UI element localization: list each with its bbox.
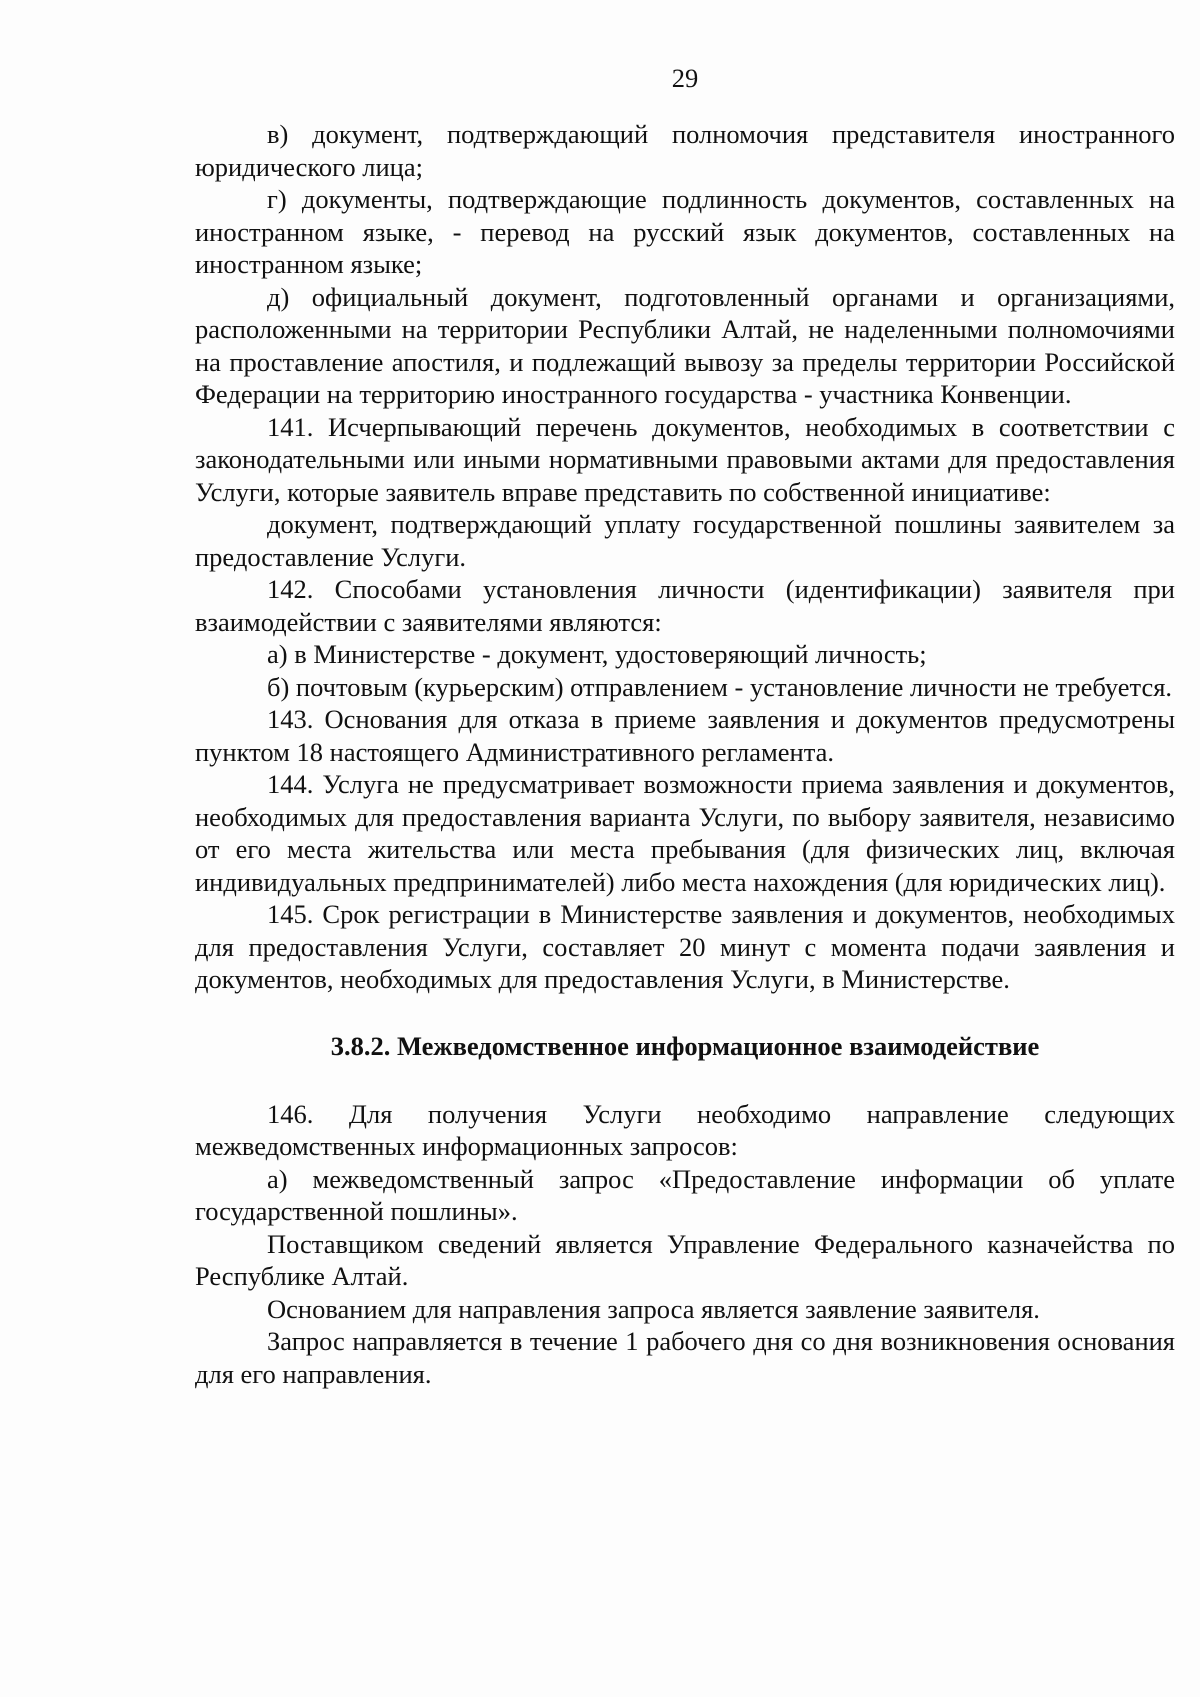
paragraph-deadline: Запрос направляется в течение 1 рабочего дня со дня возникновения основания для его направления. <box>195 1326 1175 1389</box>
paragraph-142-item-b: б) почтовым (курьерским) отправлением - установление личности не требуется. <box>267 671 1173 702</box>
paragraph-143: 143. Основания для отказа в приеме заявления и документов предусмотрены пунктом 18 настоящего Административного регламента. <box>195 704 1175 767</box>
paragraph-provider: Поставщиком сведений является Управление Федерального казначейства по Республике Алтай. <box>195 1228 1175 1291</box>
paragraph-145: 145. Срок регистрации в Министерстве заявления и документов, необходимых для предоставления Услуги, составляет 20 минут с момента подачи заявления и документов, необходимых для предоставления Услуги, в Министерстве. <box>195 899 1175 994</box>
paragraph-142: 142. Способами установления личности (идентификации) заявителя при взаимодействии с заявителями являются: <box>195 574 1175 637</box>
paragraph-142-item-a: а) в Министерстве - документ, удостоверяющий личность; <box>267 639 927 669</box>
paragraph-144: 144. Услуга не предусматривает возможности приема заявления и документов, необходимых для предоставления варианта Услуги, по выбору заявителя, независимо от его места жительства или места пребывания (для физических лиц, включая индивидуальных предпринимателей) либо места нахождения (для юридических лиц). <box>195 769 1175 897</box>
page-number: 29 <box>671 63 699 93</box>
paragraph-146: 146. Для получения Услуги необходимо направление следующих межведомственных информационных запросов: <box>195 1098 1175 1161</box>
paragraph-item-d: д) официальный документ, подготовленный органами и организациями, расположенными на территории Республики Алтай, не наделенными полномочиями на проставление апостиля, и подлежащий вывозу за пределы территории Российской Федерации на территорию иностранного государства - участника Конвенции. <box>195 281 1175 409</box>
section-heading: 3.8.2. Межведомственное информационное взаимодействие <box>330 1030 1040 1061</box>
paragraph-141: 141. Исчерпывающий перечень документов, необходимых в соответствии с законодательными или иными нормативными правовыми актами для предоставления Услуги, которые заявитель вправе представить по собственной инициативе: <box>195 411 1175 507</box>
paragraph-basis: Основанием для направления запроса является заявление заявителя. <box>267 1293 1040 1324</box>
paragraph-141-document: документ, подтверждающий уплату государственной пошлины заявителем за предоставление Услуги. <box>195 509 1175 572</box>
paragraph-item-g: г) документы, подтверждающие подлинность документов, составленных на иностранном языке, - перевод на русский язык документов, составленных на иностранном языке; <box>195 184 1175 279</box>
page-content <box>195 62 1175 1390</box>
paragraph-item-v: в) документ, подтверждающий полномочия представителя иностранного юридического лица; <box>195 119 1175 182</box>
paragraph-146-item-a: а) межведомственный запрос «Предоставление информации об уплате государственной пошлины». <box>195 1163 1175 1226</box>
